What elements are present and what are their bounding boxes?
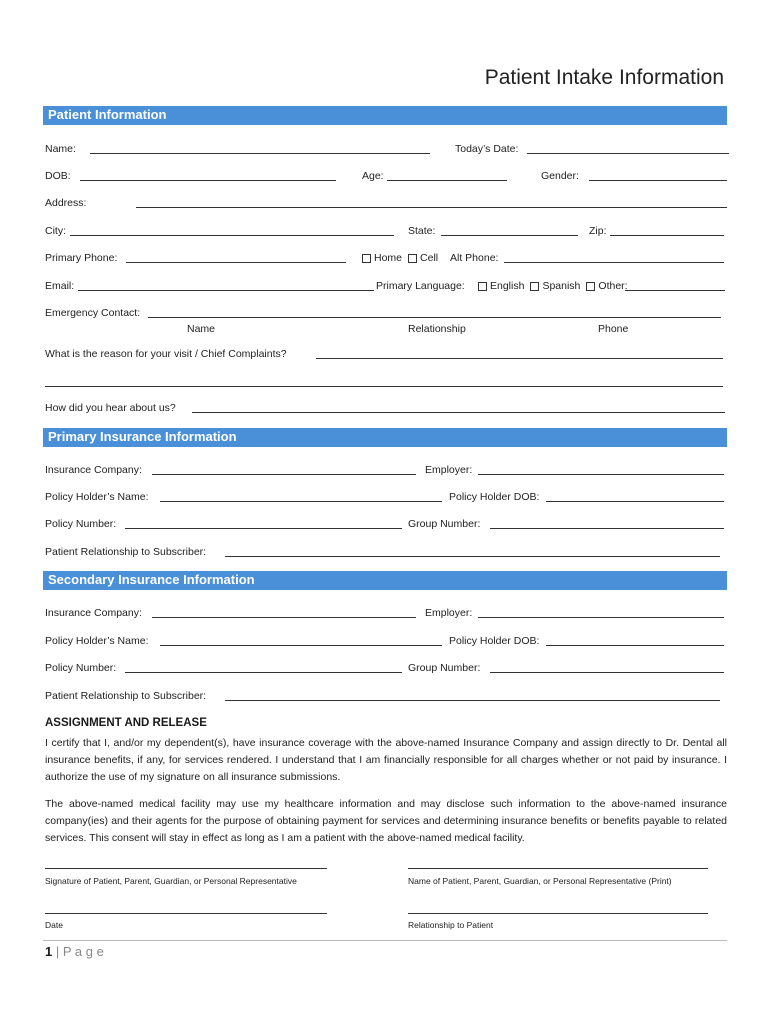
ec-relationship-caption: Relationship: [408, 323, 466, 335]
name-field[interactable]: [90, 153, 430, 154]
primary-policy-number-label: Policy Number:: [45, 518, 117, 530]
primary-holder-name-label: Policy Holder’s Name:: [45, 491, 149, 503]
state-label: State:: [408, 225, 436, 237]
signature-caption: Signature of Patient, Parent, Guardian, or Personal Representative: [45, 876, 297, 886]
date-line[interactable]: [45, 913, 327, 914]
relationship-caption: Relationship to Patient: [408, 920, 494, 930]
reason-field-line-2[interactable]: [45, 386, 723, 387]
printed-name-caption: Name of Patient, Parent, Guardian, or Personal Representative (Print): [408, 876, 672, 886]
email-field[interactable]: [78, 290, 374, 291]
secondary-company-label: Insurance Company:: [45, 607, 142, 619]
cell-label: Cell: [420, 252, 439, 264]
age-label: Age:: [362, 170, 384, 182]
primary-relationship-label: Patient Relationship to Subscriber:: [45, 546, 207, 558]
secondary-holder-name-field[interactable]: [160, 645, 442, 646]
home-checkbox[interactable]: [362, 254, 371, 263]
section-header-primary-insurance: [43, 428, 727, 447]
assignment-paragraph-2: The above-named medical facility may use my healthcare information and may disclose such information to the above-named insurance company(ies) and their agents for the purpose of obtaining payment for services and determining insurance benefits or benefits payable to related services. This consent will stay in effect as long as I am a patient with the above-named medical facility.: [45, 798, 727, 844]
city-field[interactable]: [70, 235, 394, 236]
primary-relationship-field[interactable]: [225, 556, 720, 557]
address-label: Address:: [45, 197, 87, 209]
date-caption: Date: [45, 920, 63, 930]
section-title: Patient Information: [48, 107, 167, 122]
signature-line[interactable]: [45, 868, 327, 869]
assignment-heading: ASSIGNMENT AND RELEASE: [45, 717, 207, 729]
age-field[interactable]: [387, 180, 507, 181]
todays-date-label: Today’s Date:: [455, 143, 519, 155]
section-title: Primary Insurance Information: [48, 429, 237, 444]
cell-checkbox[interactable]: [408, 254, 417, 263]
other-label: Other:: [598, 280, 628, 292]
primary-holder-name-field[interactable]: [160, 501, 442, 502]
secondary-policy-number-label: Policy Number:: [45, 662, 117, 674]
primary-holder-dob-label: Policy Holder DOB:: [449, 491, 540, 503]
alt-phone-field[interactable]: [504, 262, 724, 263]
gender-label: Gender:: [541, 170, 579, 182]
primary-phone-field[interactable]: [126, 262, 346, 263]
page-number: 1: [45, 944, 53, 959]
relationship-line[interactable]: [408, 913, 708, 914]
primary-phone-label: Primary Phone:: [45, 252, 118, 264]
secondary-policy-number-field[interactable]: [125, 672, 402, 673]
phone-type-options: [356, 252, 438, 264]
dob-label: DOB:: [45, 170, 71, 182]
secondary-group-number-field[interactable]: [490, 672, 724, 673]
zip-label: Zip:: [589, 225, 607, 237]
section-header-secondary-insurance: [43, 571, 727, 590]
page-footer: [45, 944, 104, 959]
primary-group-number-label: Group Number:: [408, 518, 481, 530]
spanish-checkbox[interactable]: [530, 282, 539, 291]
primary-group-number-field[interactable]: [490, 528, 724, 529]
todays-date-field[interactable]: [527, 153, 729, 154]
secondary-holder-name-label: Policy Holder’s Name:: [45, 635, 149, 647]
primary-employer-field[interactable]: [478, 474, 724, 475]
emergency-contact-label: Emergency Contact:: [45, 307, 141, 319]
page-label: | P a g e: [55, 944, 104, 959]
ec-phone-caption: Phone: [598, 323, 629, 335]
gender-field[interactable]: [589, 180, 727, 181]
city-label: City:: [45, 225, 66, 237]
email-label: Email:: [45, 280, 75, 292]
primary-company-field[interactable]: [152, 474, 416, 475]
name-label: Name:: [45, 143, 76, 155]
emergency-contact-field[interactable]: [148, 317, 721, 318]
spanish-label: Spanish: [542, 280, 581, 292]
reason-label: What is the reason for your visit / Chief Complaints?: [45, 348, 287, 360]
language-options: [472, 280, 628, 292]
other-language-field[interactable]: [625, 290, 725, 291]
ec-name-caption: Name: [187, 323, 216, 335]
dob-field[interactable]: [80, 180, 336, 181]
reason-field[interactable]: [316, 358, 723, 359]
english-checkbox[interactable]: [478, 282, 487, 291]
alt-phone-label: Alt Phone:: [450, 252, 499, 264]
secondary-holder-dob-field[interactable]: [546, 645, 724, 646]
secondary-relationship-field[interactable]: [225, 700, 720, 701]
secondary-employer-field[interactable]: [478, 617, 724, 618]
hear-about-label: How did you hear about us?: [45, 402, 176, 414]
assignment-paragraph-1: I certify that I, and/or my dependent(s), have insurance coverage with the above-named Insurance Company and assign directly to Dr. Dental all insurance benefits, if any, for services rendered. I understand that I am financially responsible for all charges whether or not paid by insurance. I authorize the use of my signature on all insurance submissions.: [45, 737, 727, 783]
primary-language-label: Primary Language:: [376, 280, 465, 292]
primary-company-label: Insurance Company:: [45, 464, 142, 476]
secondary-employer-label: Employer:: [425, 607, 473, 619]
section-header-patient: [43, 106, 727, 125]
primary-holder-dob-field[interactable]: [546, 501, 724, 502]
home-label: Home: [374, 252, 403, 264]
address-field[interactable]: [136, 207, 727, 208]
footer-divider: [43, 940, 727, 941]
hear-about-field[interactable]: [192, 412, 725, 413]
secondary-holder-dob-label: Policy Holder DOB:: [449, 635, 540, 647]
section-title: Secondary Insurance Information: [48, 572, 255, 587]
secondary-group-number-label: Group Number:: [408, 662, 481, 674]
secondary-company-field[interactable]: [152, 617, 416, 618]
secondary-relationship-label: Patient Relationship to Subscriber:: [45, 690, 207, 702]
english-label: English: [490, 280, 525, 292]
printed-name-line[interactable]: [408, 868, 708, 869]
other-checkbox[interactable]: [586, 282, 595, 291]
primary-policy-number-field[interactable]: [125, 528, 402, 529]
zip-field[interactable]: [610, 235, 724, 236]
primary-employer-label: Employer:: [425, 464, 473, 476]
state-field[interactable]: [441, 235, 578, 236]
page-title: Patient Intake Information: [484, 66, 724, 89]
